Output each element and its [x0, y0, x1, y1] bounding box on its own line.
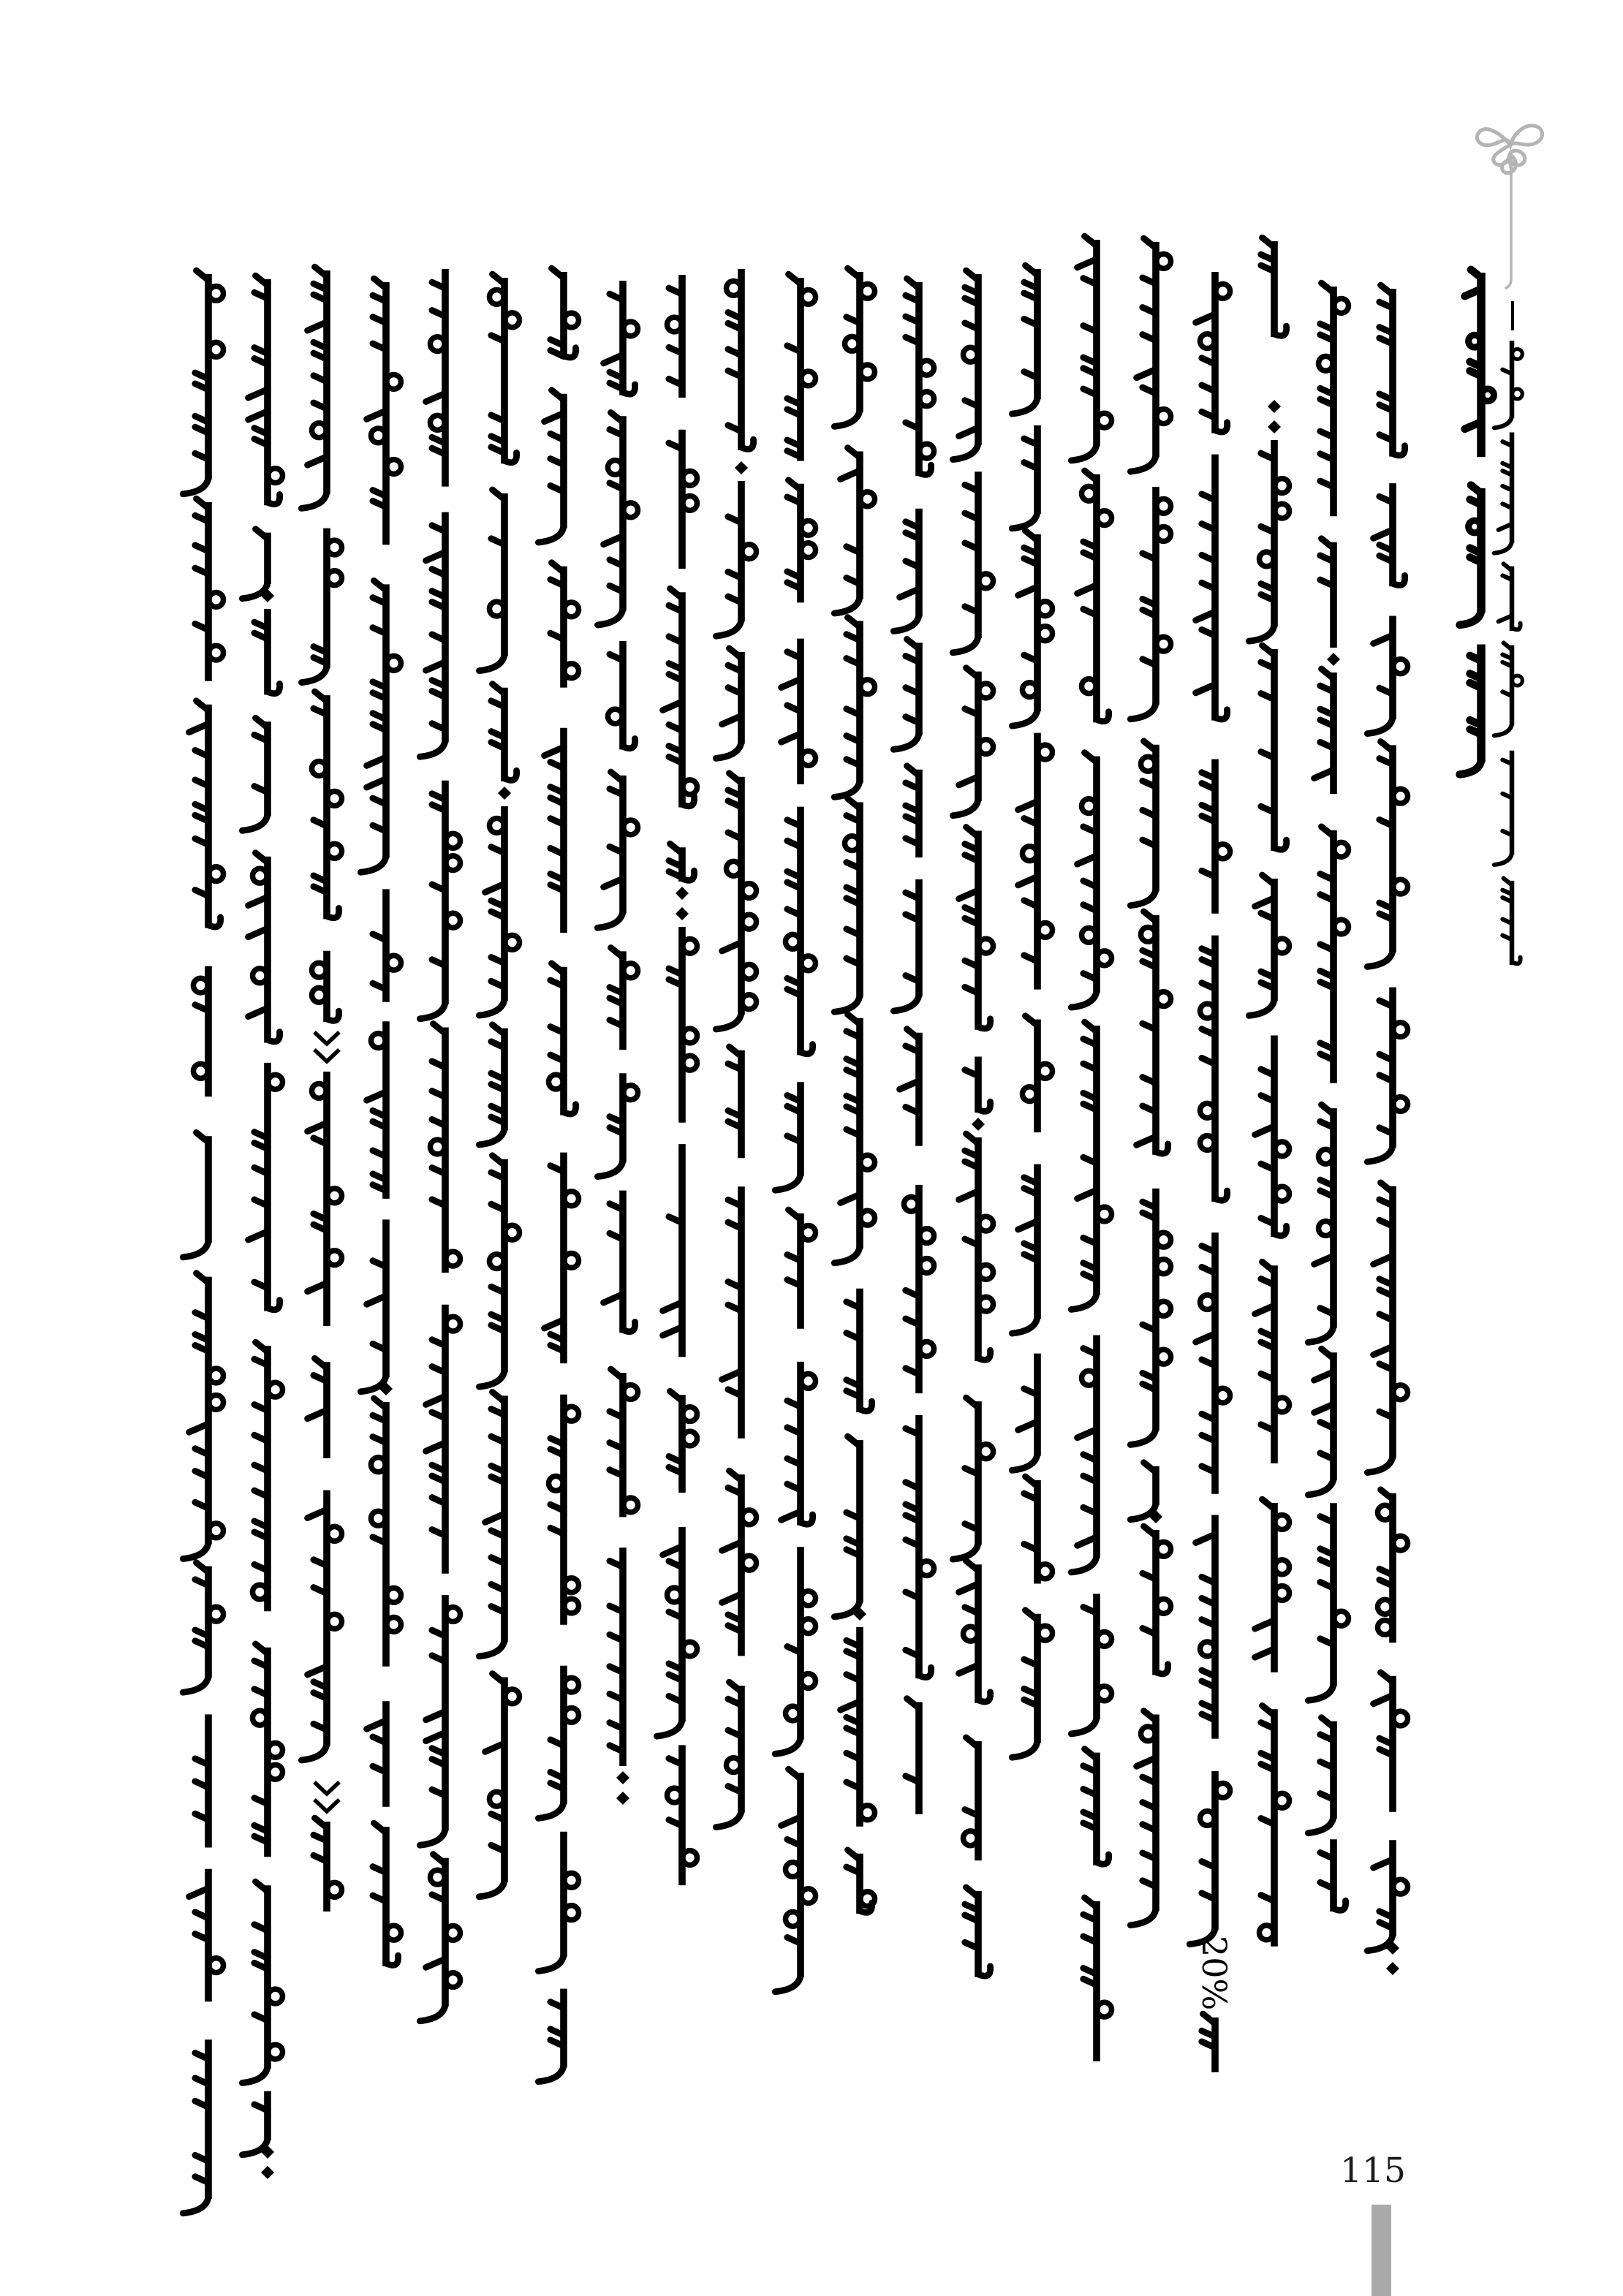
text-column: [1130, 238, 1170, 1925]
punctuation-dot: [261, 2166, 274, 2179]
punctuation-dot: [498, 787, 511, 800]
text-column: [1460, 270, 1494, 775]
punctuation-dot: [1386, 1962, 1399, 1975]
punctuation-dot: [1268, 400, 1281, 413]
quote-bracket-icon: [314, 1032, 339, 1061]
text-column: [183, 270, 223, 2213]
text-column: [716, 269, 756, 1827]
text-column: [1249, 238, 1289, 1947]
text-column: [1308, 283, 1348, 1912]
flourish-stem-line: [1506, 168, 1511, 288]
text-column: [538, 268, 578, 2082]
text-column: [301, 267, 341, 1912]
text-column: [1367, 285, 1407, 1951]
running-title: [1460, 270, 1523, 965]
quote-bracket-icon: [314, 1782, 339, 1811]
text-column: [657, 275, 697, 1885]
text-column: [775, 274, 815, 1992]
page-edge-tab: [1372, 2205, 1391, 2296]
punctuation-dot: [616, 1792, 629, 1805]
page-number: 115: [1340, 2151, 1406, 2191]
text-column: [420, 269, 460, 2021]
text-column: [893, 279, 934, 1814]
flourish-knot-icon: [1477, 126, 1542, 288]
punctuation-dot: [1327, 653, 1340, 666]
text-column: [360, 279, 401, 1966]
percent-value: 20%: [1195, 1936, 1234, 2011]
text-column: [242, 276, 282, 2155]
punctuation-dot: [735, 461, 748, 474]
punctuation-dot: [972, 1118, 985, 1131]
punctuation-dot: [676, 907, 689, 920]
text-column: [479, 274, 519, 1897]
text-column: [1012, 265, 1052, 1757]
text-column: [597, 281, 638, 1766]
body-text-columns: [183, 236, 1407, 2213]
punctuation-dot: [1268, 420, 1281, 433]
text-column: [834, 268, 874, 1914]
punctuation-dot: [676, 887, 689, 900]
text-column: [1494, 341, 1523, 965]
punctuation-dot: [616, 1771, 629, 1784]
text-column: [1071, 236, 1111, 2061]
text-column: [1189, 272, 1230, 2072]
